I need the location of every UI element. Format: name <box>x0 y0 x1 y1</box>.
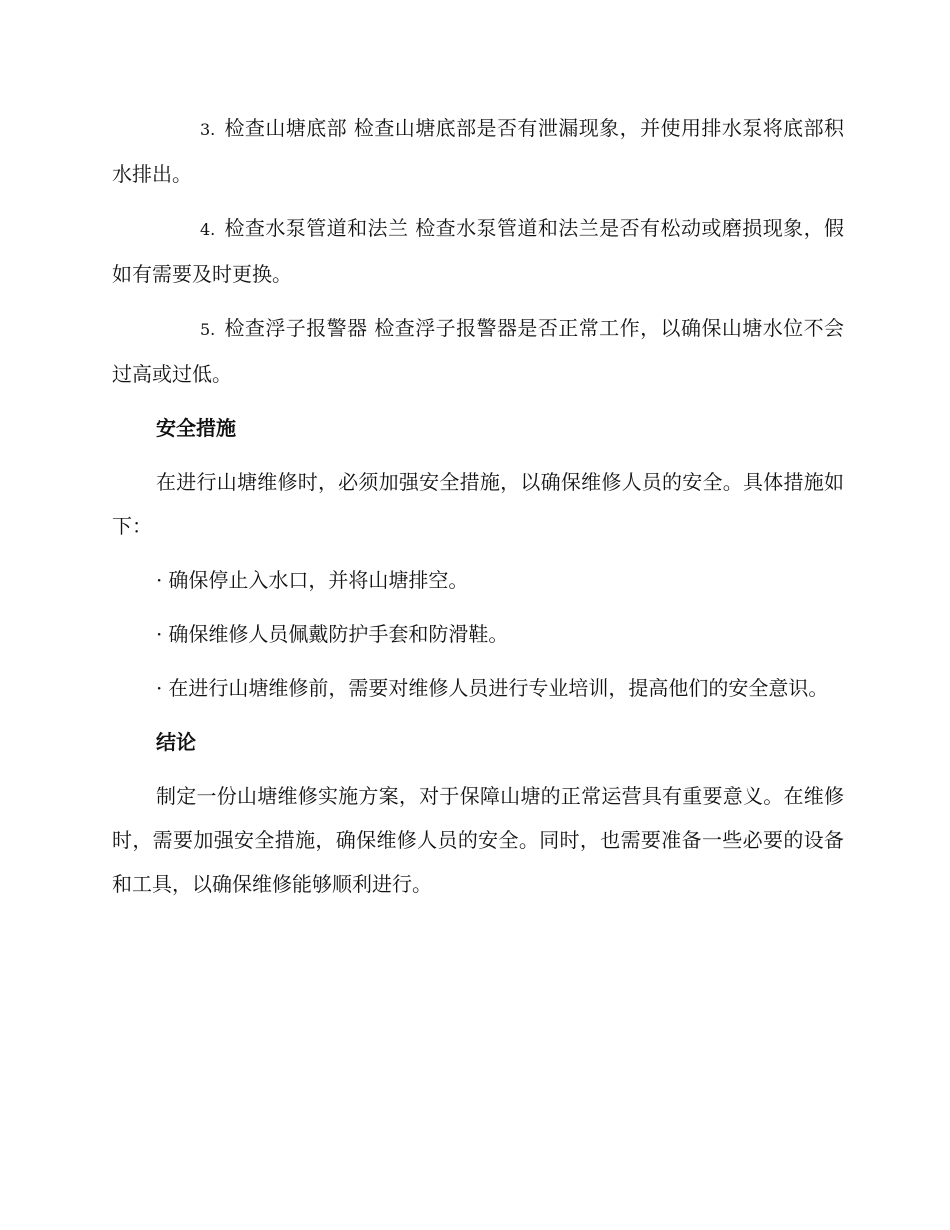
bullet-mark: · <box>156 676 163 700</box>
step-item <box>112 106 844 196</box>
bullet-mark: · <box>156 622 163 646</box>
bullet-item <box>112 612 844 656</box>
section-heading-safety: 安全措施 <box>156 416 236 440</box>
step-number: 3. <box>200 120 216 139</box>
bullet-text: 确保维修人员佩戴防护手套和防滑鞋。 <box>168 622 509 646</box>
section-heading-conclusion: 结论 <box>156 730 196 754</box>
step-number: 4. <box>200 220 216 239</box>
conclusion-text: 制定一份山塘维修实施方案，对于保障山塘的正常运营具有重要意义。在维修时，需要加强安全措施，确保维修人员的安全。同时，也需要准备一些必要的设备和工具，以确保维修能够顺利进行。 <box>112 784 844 896</box>
step-item <box>112 306 844 396</box>
step-title: 检查山塘底部 <box>224 116 348 140</box>
bullet-text: 在进行山塘维修前，需要对维修人员进行专业培训，提高他们的安全意识。 <box>168 676 829 700</box>
document-body <box>112 106 844 916</box>
step-text: 检查山塘底部是否有泄漏现象，并使用排水泵将底部积水排出。 <box>112 116 845 186</box>
step-text: 检查水泵管道和法兰是否有松动或磨损现象，假如有需要及时更换。 <box>112 216 845 286</box>
step-item <box>112 206 844 296</box>
bullet-item <box>112 666 844 710</box>
bullet-text: 确保停止入水口，并将山塘排空。 <box>168 568 469 592</box>
bullet-mark: · <box>156 568 163 592</box>
step-number: 5. <box>200 320 216 339</box>
bullet-item <box>112 558 844 602</box>
step-title: 检查浮子报警器 <box>224 316 368 340</box>
step-text: 检查浮子报警器是否正常工作，以确保山塘水位不会过高或过低。 <box>112 316 845 386</box>
safety-intro: 在进行山塘维修时，必须加强安全措施，以确保维修人员的安全。具体措施如下： <box>112 470 844 538</box>
step-title: 检查水泵管道和法兰 <box>224 216 409 240</box>
